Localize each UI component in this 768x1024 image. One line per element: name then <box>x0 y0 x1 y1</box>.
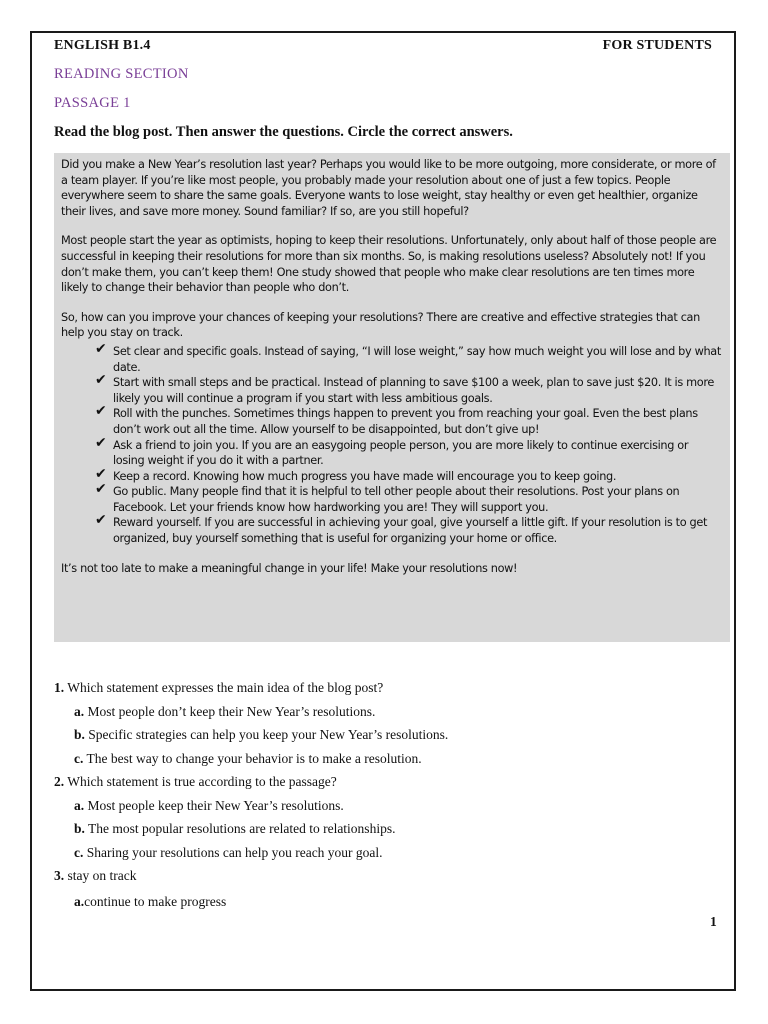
strategy-text: Keep a record. Knowing how much progress you have made will encourage you to keep going. <box>113 469 617 483</box>
strategy-item <box>95 512 722 546</box>
passage-paragraph: Most people start the year as optimists, hoping to keep their resolutions. Unfortunately, only about half of those people are successful in keeping their resolutions for more than six months. So, is making resolutions useless? Absolutely not! If you don’t make them, you can’t keep them! One study showed that people who make clear resolutions are ten times more likely to change their behavior than people who don’t. <box>61 234 717 295</box>
option-letter: c. <box>74 750 84 766</box>
check-icon: ✔ <box>95 465 107 482</box>
answer-option-1c[interactable] <box>54 749 714 773</box>
question-text: Which statement expresses the main idea of the blog post? <box>64 680 384 695</box>
option-text: Most people don’t keep their New Year’s resolutions. <box>84 703 376 719</box>
question-1 <box>54 678 714 702</box>
check-icon: ✔ <box>95 372 107 389</box>
passage-title: PASSAGE 1 <box>54 95 131 111</box>
passage-paragraph: Did you make a New Year’s resolution last year? Perhaps you would like to be more outgoing, more considerate, or more of a team player. If you’re like most people, you probably made your resolution about one of just a few topics. People everywhere seem to share the same goals. Everyone wants to lose weight, stay healthy or even get healthier, organize their lives, and save more money. Sound familiar? If so, are you still hopeful? <box>61 158 716 218</box>
audience-label: FOR STUDENTS <box>602 38 712 53</box>
question-number: 1. <box>54 680 65 695</box>
strategy-text: Start with small steps and be practical. Instead of planning to save $100 a week, plan to save just $20. It is more likely you will continue a program if you start with less ambitious goals. <box>113 376 714 405</box>
instructions: Read the blog post. Then answer the questions. Circle the correct answers. <box>54 124 513 140</box>
strategy-item <box>95 481 722 515</box>
option-text: Most people keep their New Year’s resolutions. <box>84 797 344 813</box>
answer-option-3a[interactable] <box>54 892 714 916</box>
check-icon: ✔ <box>95 481 107 498</box>
option-text: continue to make progress <box>84 894 227 909</box>
question-text: Which statement is true according to the passage? <box>64 774 337 789</box>
question-2 <box>54 772 714 796</box>
option-letter: c. <box>74 844 84 860</box>
option-letter: a. <box>74 797 85 813</box>
check-icon: ✔ <box>95 403 107 420</box>
check-icon: ✔ <box>95 512 107 529</box>
answer-option-2b[interactable] <box>54 819 714 843</box>
passage-paragraph: So, how can you improve your chances of keeping your resolutions? There are creative and effective strategies that can help you stay on track. <box>61 310 700 340</box>
section-title: READING SECTION <box>54 66 189 82</box>
check-icon: ✔ <box>95 340 107 357</box>
option-text: Specific strategies can help you keep your New Year’s resolutions. <box>84 727 449 742</box>
strategy-text: Roll with the punches. Sometimes things happen to prevent you from reaching your goal. Even the best plans don’t work out all the time. Allow yourself to be disappointed, but don’t give up! <box>113 407 698 436</box>
answer-option-1a[interactable] <box>54 702 714 726</box>
question-3 <box>54 866 714 892</box>
course-title: ENGLISH B1.4 <box>54 38 151 53</box>
question-number: 2. <box>54 774 65 789</box>
strategy-text: Set clear and specific goals. Instead of saying, “I will lose weight,” say how much weight you will lose and by what date. <box>113 344 721 374</box>
option-letter: a. <box>74 894 85 909</box>
strategy-item <box>95 465 722 485</box>
option-text: The best way to change your behavior is to make a resolution. <box>83 750 422 766</box>
page-number: 1 <box>710 914 717 929</box>
page-header <box>54 36 712 56</box>
strategy-item <box>95 434 722 469</box>
option-text: The most popular resolutions are related to relationships. <box>84 821 396 836</box>
option-text: Sharing your resolutions can help you reach your goal. <box>83 844 383 860</box>
strategy-text: Go public. Many people find that it is helpful to tell other people about their resolutions. Post your plans on Facebook. Let your friends know how hardworking you are! They will support you. <box>113 485 680 514</box>
strategy-item <box>95 372 722 406</box>
question-number: 3. <box>54 868 65 883</box>
blog-post-passage <box>54 153 730 642</box>
strategy-list <box>61 340 722 547</box>
strategy-item <box>95 340 722 375</box>
strategy-text: Reward yourself. If you are successful in achieving your goal, give yourself a little gift. If your resolution is to get organized, buy yourself something that is useful for organizing your home or office. <box>113 516 708 546</box>
answer-option-2c[interactable] <box>54 843 714 867</box>
option-letter: a. <box>74 703 85 719</box>
answer-option-1b[interactable] <box>54 725 714 749</box>
question-text: stay on track <box>64 868 137 883</box>
check-icon: ✔ <box>95 434 107 451</box>
option-letter: b. <box>74 821 85 836</box>
strategy-text: Ask a friend to join you. If you are an easygoing people person, you are more likely to continue exercising or losing weight if you do it with a partner. <box>113 438 689 468</box>
question-list <box>54 678 714 916</box>
passage-closing: It’s not too late to make a meaningful change in your life! Make your resolutions now! <box>61 561 518 575</box>
option-letter: b. <box>74 727 85 742</box>
strategy-item <box>95 403 722 437</box>
answer-option-2a[interactable] <box>54 796 714 820</box>
